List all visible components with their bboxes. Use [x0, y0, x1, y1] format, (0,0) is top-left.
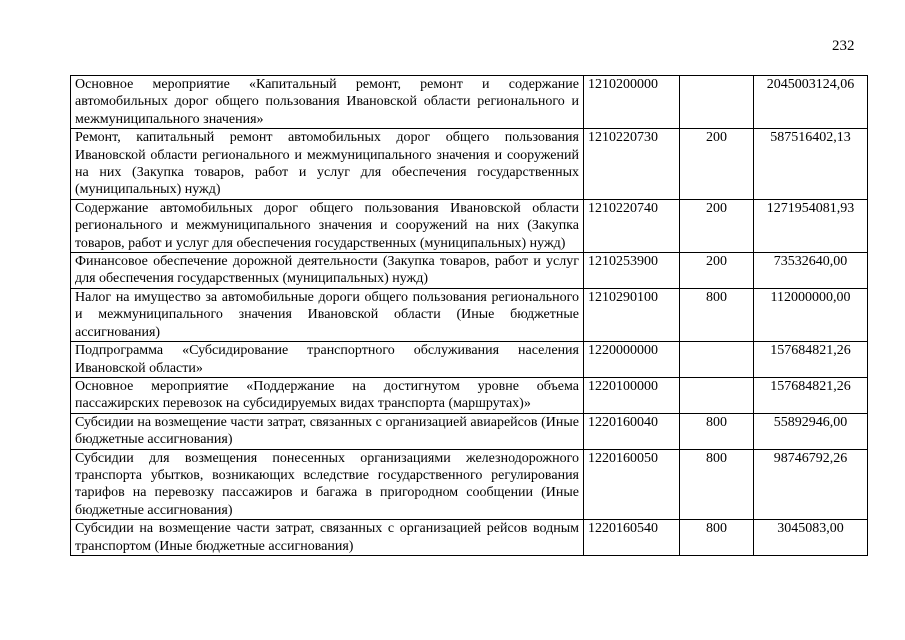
row-name: Субсидии на возмещение части затрат, связанных с организацией рейсов водным транспортом (Иные бюджетные ассигнования): [71, 520, 584, 556]
row-name: Субсидии на возмещение части затрат, связанных с организацией авиарейсов (Иные бюджетные ассигнования): [71, 413, 584, 449]
row-code: 1220160540: [584, 520, 680, 556]
row-type: [680, 377, 754, 413]
row-name: Финансовое обеспечение дорожной деятельности (Закупка товаров, работ и услуг для обеспечения государственных (муниципальных) нужд): [71, 253, 584, 289]
row-name: Содержание автомобильных дорог общего пользования Ивановской области регионального и межмуниципального значения и сооружений на них (Закупка товаров, работ и услуг для обеспечения государственных (муниципальных) нужд): [71, 199, 584, 252]
table-row: [71, 413, 868, 449]
row-code: 1210220740: [584, 199, 680, 252]
row-type: 800: [680, 413, 754, 449]
row-code: 1220000000: [584, 342, 680, 378]
table-row: [71, 342, 868, 378]
row-code: 1220100000: [584, 377, 680, 413]
budget-table: [70, 75, 868, 556]
row-type: 800: [680, 520, 754, 556]
row-name: Основное мероприятие «Капитальный ремонт, ремонт и содержание автомобильных дорог общего пользования Ивановской области регионального и межмуниципального значения»: [71, 76, 584, 129]
row-name: Налог на имущество за автомобильные дороги общего пользования регионального и межмуниципального значения Ивановской области (Иные бюджетные ассигнования): [71, 288, 584, 341]
row-type: 200: [680, 129, 754, 200]
table-row: [71, 76, 868, 129]
row-code: 1210253900: [584, 253, 680, 289]
table-row: [71, 377, 868, 413]
row-type: [680, 76, 754, 129]
row-sum: 587516402,13: [754, 129, 868, 200]
row-type: [680, 342, 754, 378]
row-sum: 112000000,00: [754, 288, 868, 341]
row-name: Основное мероприятие «Поддержание на достигнутом уровне объема пассажирских перевозок на субсидируемых видах транспорта (маршрутах)»: [71, 377, 584, 413]
table-row: [71, 199, 868, 252]
row-name: Подпрограмма «Субсидирование транспортного обслуживания населения Ивановской области»: [71, 342, 584, 378]
row-type: 200: [680, 253, 754, 289]
row-name: Субсидии для возмещения понесенных организациями железнодорожного транспорта убытков, возникающих вследствие государственного регулирования тарифов на перевозку пассажиров и багажа в пригородном сообщении (Иные бюджетные ассигнования): [71, 449, 584, 520]
row-type: 800: [680, 288, 754, 341]
table-row: [71, 253, 868, 289]
row-sum: 157684821,26: [754, 377, 868, 413]
row-code: 1220160050: [584, 449, 680, 520]
page-number: 232: [832, 38, 855, 54]
row-sum: 55892946,00: [754, 413, 868, 449]
row-code: 1210290100: [584, 288, 680, 341]
row-sum: 3045083,00: [754, 520, 868, 556]
row-sum: 1271954081,93: [754, 199, 868, 252]
row-code: 1220160040: [584, 413, 680, 449]
row-sum: 2045003124,06: [754, 76, 868, 129]
row-code: 1210200000: [584, 76, 680, 129]
row-type: 200: [680, 199, 754, 252]
row-sum: 73532640,00: [754, 253, 868, 289]
table-row: [71, 288, 868, 341]
row-name: Ремонт, капитальный ремонт автомобильных дорог общего пользования Ивановской области регионального и межмуниципального значения и сооружений на них (Закупка товаров, работ и услуг для обеспечения государственных (муниципальных) нужд): [71, 129, 584, 200]
table-row: [71, 520, 868, 556]
table-row: [71, 129, 868, 200]
row-code: 1210220730: [584, 129, 680, 200]
row-type: 800: [680, 449, 754, 520]
row-sum: 98746792,26: [754, 449, 868, 520]
table-row: [71, 449, 868, 520]
row-sum: 157684821,26: [754, 342, 868, 378]
